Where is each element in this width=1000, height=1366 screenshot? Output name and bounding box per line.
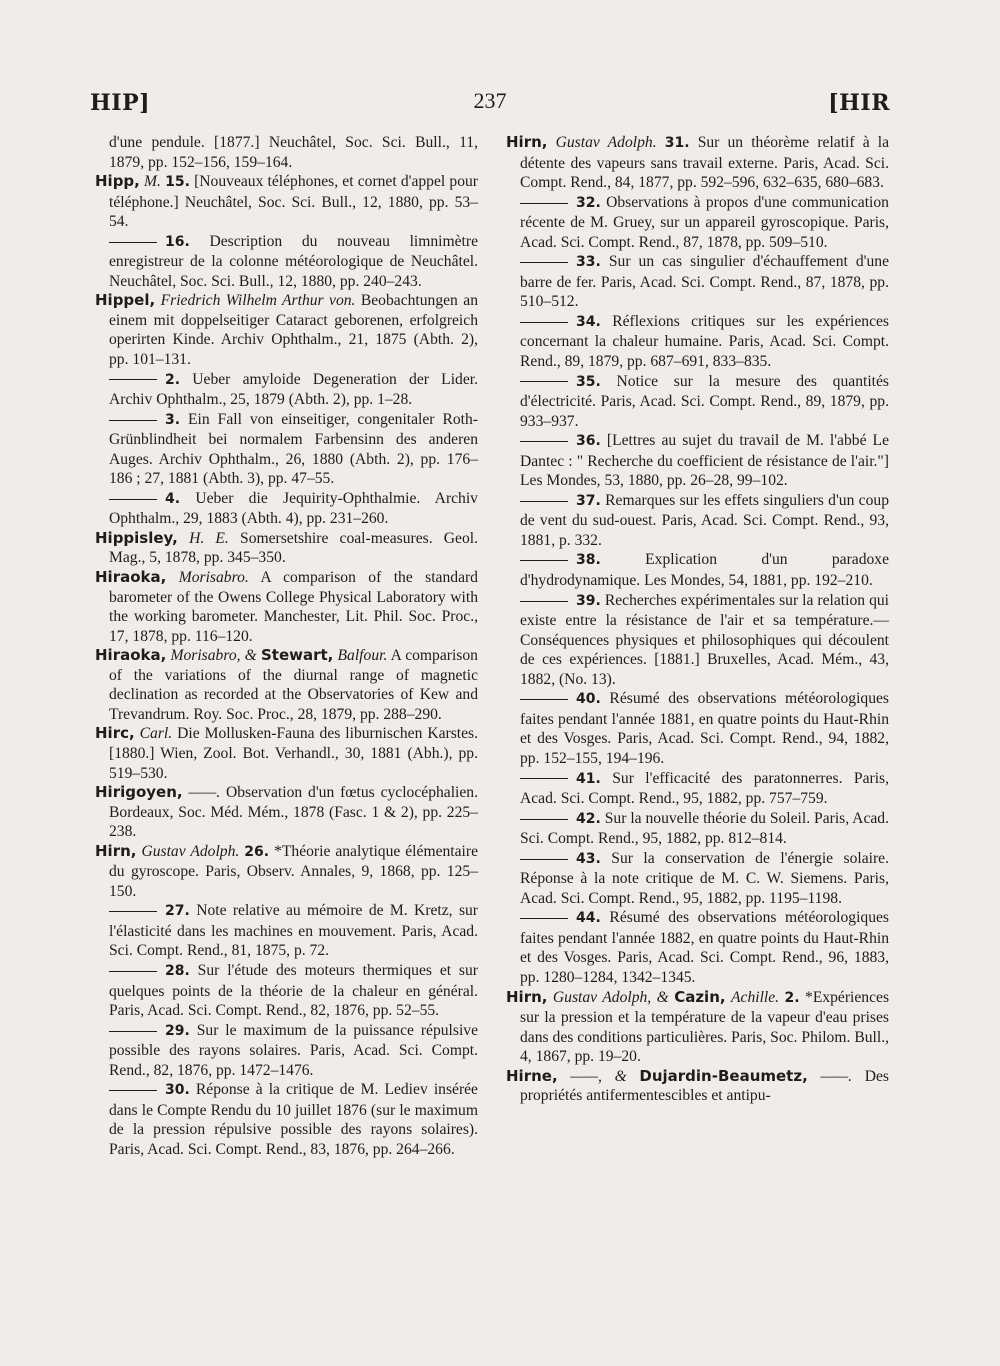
bibliography-subentry [95, 489, 478, 529]
bibliography-subentry [506, 689, 889, 768]
entry-number: 33. [576, 254, 601, 271]
author-given-name: Friedrich Wilhelm Arthur von. [160, 292, 356, 310]
bibliography-subentry [506, 193, 889, 253]
ditto-dash [109, 499, 157, 500]
bibliography-subentry [506, 372, 889, 432]
entry-number: 32. [576, 194, 601, 211]
author-given-name: H. E. [189, 529, 229, 547]
entry-text: Recherches expérimentales sur la relation qui existe entre la résistance de l'air et sa température.—Conséquences physiques et philosophiques qui découlent de ces expériences. [1881.] Bruxelles, Acad. Mém., 43, 1882, (No. 13). [520, 591, 889, 688]
page-number: 237 [473, 88, 507, 113]
coauthor-given-name: Balfour. [337, 647, 388, 665]
bibliography-subentry [506, 849, 889, 909]
author-surname: Hipp, [95, 172, 140, 191]
entry-text: *Expériences sur la pression et la température de la vapeur d'eau prises dans des conditions particulières. Paris, Soc. Philom. Bull., 4, 1867, pp. 19–20. [520, 988, 890, 1066]
ditto-dash [109, 1090, 157, 1091]
bibliography-subentry [506, 431, 889, 491]
bibliography-entry [95, 568, 478, 646]
ditto-dash [520, 699, 568, 700]
author-given-name: Morisabro. [178, 569, 249, 587]
entry-text: Somersetshire coal-measures. Geol. Mag., 5, 1878, pp. 345–350. [109, 529, 479, 567]
entry-number: 28. [165, 962, 190, 979]
ditto-dash [520, 560, 568, 561]
ditto-dash [520, 819, 568, 820]
entry-text: Résumé des observations météorologiques faites pendant l'année 1881, en quatre points du Haut-Rhin et des Vosges. Paris, Acad. Sci. Compt. Rend., 94, 1882, pp. 152–155, 194–196. [520, 690, 889, 767]
running-header [90, 90, 890, 126]
bibliography-continuation [95, 133, 478, 172]
bibliography-subentry [95, 410, 478, 489]
author-surname: Hiraoka, [95, 646, 167, 665]
bibliography-entry [95, 646, 478, 724]
entry-text: Note relative au mémoire de M. Kretz, sur l'élasticité dans les machines en mouvement. Paris, Acad. Sci. Compt. Rend., 81, 1875, p. 72. [109, 902, 479, 960]
entry-text: Sur un cas singulier d'échauffement d'une barre de fer. Paris, Acad. Sci. Compt. Rend., 87, 1878, pp. 510–512. [520, 253, 889, 311]
coauthor-given-name: ——. [820, 1067, 853, 1085]
entry-number: 31. [664, 135, 690, 151]
bibliography-subentry [95, 1080, 478, 1159]
entry-number: 36. [576, 433, 601, 450]
entry-number: 4. [165, 490, 181, 507]
bibliography-entry [506, 1067, 889, 1106]
entry-text: Sur le maximum de la puissance répulsive possible des rayons solaires. Paris, Acad. Sci. Compt. Rend., 82, 1876, pp. 1472–1476. [109, 1021, 479, 1079]
entry-text: Beobachtungen an einem mit doppelseitiger Cataract geborenen, erfolgreich operirten Kinde. Archiv Ophthalm., 21, 1875 (Abth. 2), pp. 101–131. [109, 292, 478, 369]
bibliography-subentry [95, 1021, 478, 1081]
entry-text: Description du nouveau limnimètre enregistreur de la colonne météorologique de Neuchâtel. Neuchâtel, Soc. Sci. Bull., 12, 1880, pp. 240–243. [109, 232, 478, 290]
entry-text: Observations à propos d'une communication récente de M. Gruey, sur un appareil gyroscopique. Paris, Acad. Sci. Compt. Rend., 87, 1878, pp. 509–510. [520, 193, 889, 251]
coauthor-given-name: Achille. [731, 988, 780, 1006]
entry-number: 39. [576, 592, 601, 609]
ditto-dash [520, 778, 568, 779]
author-surname: Hirigoyen, [95, 783, 183, 802]
bibliography-subentry [506, 769, 889, 809]
author-given-name: Gustav Adolph. [555, 134, 657, 151]
bibliography-entry [506, 988, 889, 1067]
header-left-guide: HIP] [90, 90, 151, 116]
entry-number: 3. [165, 411, 181, 428]
entry-text: *Théorie analytique élémentaire du gyroscope. Paris, Observ. Annales, 9, 1868, pp. 125–150. [109, 842, 478, 900]
entry-text: Des propriétés antifermentescibles et antipu- [520, 1067, 889, 1105]
ditto-dash [520, 203, 568, 204]
ditto-dash [109, 911, 157, 912]
bibliography-subentry [506, 809, 889, 849]
entry-text: Résumé des observations météorologiques faites pendant l'année 1882, en quatre points du Haut-Rhin et des Vosges. Paris, Acad. Sci. Compt. Rend., 96, 1883, pp. 1280–1284, 1342–1345. [520, 909, 889, 986]
bibliography-subentry [506, 252, 889, 312]
author-given-name: M. [144, 173, 161, 191]
author-surname: Hirn, [506, 133, 548, 151]
ditto-dash [109, 379, 157, 380]
bibliography-entry [95, 291, 478, 369]
entry-text: Ueber die Jequirity-Ophthalmie. Archiv Ophthalm., 29, 1883 (Abth. 4), pp. 231–260. [109, 489, 478, 528]
entry-text: Ueber amyloide Degeneration der Lider. Archiv Ophthalm., 25, 1879 (Abth. 2), pp. 1–28. [109, 370, 478, 409]
right-column [506, 133, 889, 1106]
entry-text: [Nouveaux téléphones, et cornet d'appel pour téléphone.] Neuchâtel, Soc. Sci. Bull., 12, 1880, pp. 53–54. [109, 173, 478, 231]
author-given-name: Gustav Adolph. [141, 842, 240, 860]
author-given-name: ——, & [570, 1067, 627, 1085]
entry-text: Réflexions critiques sur les expériences concernant la chaleur humaine. Paris, Acad. Sci. Compt. Rend., 89, 1879, pp. 687–691, 833–835. [520, 312, 889, 371]
entry-text: Sur l'étude des moteurs thermiques et sur quelques points de la théorie de la chaleur en général. Paris, Acad. Sci. Compt. Rend., 82, 1876, pp. 52–55. [109, 961, 478, 1020]
entry-text: A comparison of the standard barometer of the Owens College Physical Laboratory with the working barometer. Manchester, Lit. Phil. Soc. Proc., 17, 1878, pp. 116–120. [109, 569, 478, 645]
bibliography-entry [95, 783, 478, 842]
author-surname: Hippisley, [95, 528, 178, 547]
entry-text: [Lettres au sujet du travail de M. l'abbé Le Dantec : " Recherche du coefficient de résistance de l'air."] Les Mondes, 53, 1880, pp. 26–28, 99–102. [520, 432, 889, 490]
coauthor-surname: Cazin, [674, 987, 726, 1006]
bibliography-entry [95, 724, 478, 783]
header-right-guide: [HIR [828, 90, 890, 116]
author-surname: Hirc, [95, 724, 135, 743]
bibliography-entry [95, 172, 478, 232]
entry-number: 43. [576, 850, 601, 867]
author-surname: Hiraoka, [95, 568, 167, 587]
ditto-dash [520, 501, 568, 502]
entry-number: 35. [576, 373, 601, 390]
bibliography-entry [95, 529, 478, 568]
entry-text: Ein Fall von einseitiger, congenitaler Roth-Grünblindheit bei normalem Farbensinn des anderen Auges. Archiv Ophthalm., 26, 1880 (Abth. 2), pp. 176–186 ; 27, 1881 (Abth. 3), pp. 47–55. [109, 410, 478, 488]
entry-text: Notice sur la mesure des quantités d'électricité. Paris, Acad. Sci. Compt. Rend., 89, 1879, pp. 933–937. [520, 372, 889, 430]
ditto-dash [109, 1031, 157, 1032]
entry-text: Sur un théorème relatif à la détente des vapeurs sans travail externe. Paris, Acad. Sci. Compt. Rend., 84, 1877, pp. 592–596, 632–635, 680–683. [520, 134, 889, 192]
entry-number: 37. [576, 492, 601, 509]
entry-number: 26. [244, 843, 270, 860]
bibliography-subentry [506, 908, 889, 987]
author-given-name: Gustav Adolph, & [552, 988, 669, 1006]
entry-number: 15. [165, 174, 190, 191]
ditto-dash [520, 918, 568, 919]
bibliography-subentry [506, 550, 889, 590]
entry-number: 16. [165, 233, 190, 250]
bibliography-subentry [95, 901, 478, 961]
bibliography-subentry [95, 232, 478, 292]
bibliography-entry [95, 842, 478, 902]
bibliography-entry [506, 133, 889, 193]
bibliography-subentry [506, 591, 889, 690]
entry-text: d'une pendule. [1877.] Neuchâtel, Soc. Sci. Bull., 11, 1879, pp. 152–156, 159–164. [109, 134, 478, 171]
author-surname: Hirne, [506, 1066, 558, 1085]
author-given-name: Morisabro, & [170, 647, 257, 665]
ditto-dash [520, 601, 568, 602]
entry-number: 29. [165, 1022, 190, 1039]
bibliography-subentry [506, 491, 889, 551]
author-given-name: Carl. [139, 725, 173, 743]
entry-number: 34. [576, 313, 601, 330]
entry-number: 2. [784, 989, 800, 1006]
entry-text: Explication d'un paradoxe d'hydrodynamique. Les Mondes, 54, 1881, pp. 192–210. [520, 551, 890, 590]
entry-number: 41. [576, 770, 601, 787]
coauthor-surname: Dujardin-Beaumetz, [639, 1066, 808, 1085]
left-column [95, 133, 478, 1159]
entry-text: Remarques sur les effets singuliers d'un coup de vent du sud-ouest. Paris, Acad. Sci. Compt. Rend., 93, 1881, p. 332. [520, 491, 889, 549]
entry-number: 40. [576, 691, 601, 708]
ditto-dash [520, 441, 568, 442]
entry-number: 30. [165, 1082, 190, 1099]
entry-text: Réponse à la critique de M. Lediev insérée dans le Compte Rendu du 10 juillet 1876 (sur le maximum de la pression répulsive possible des rayons solaires). Paris, Acad. Sci. Compt. Rend., 83, 1876, pp. 264–266. [109, 1081, 478, 1158]
author-given-name: ——. [188, 784, 221, 802]
entry-text: Sur la nouvelle théorie du Soleil. Paris, Acad. Sci. Compt. Rend., 95, 1882, pp. 812–814. [520, 809, 889, 848]
author-surname: Hippel, [95, 291, 156, 310]
ditto-dash [520, 859, 568, 860]
entry-text: Sur la conservation de l'énergie solaire. Réponse à la note critique de M. C. W. Siemens. Paris, Acad. Sci. Compt. Rend., 95, 1882, pp. 1195–1198. [520, 849, 889, 907]
bibliography-subentry [506, 312, 889, 372]
ditto-dash [109, 420, 157, 421]
entry-number: 42. [576, 810, 601, 827]
entry-number: 38. [576, 552, 601, 569]
ditto-dash [520, 322, 568, 323]
entry-number: 44. [576, 910, 601, 927]
ditto-dash [520, 262, 568, 263]
author-surname: Hirn, [506, 987, 548, 1006]
ditto-dash [109, 971, 157, 972]
ditto-dash [520, 381, 568, 382]
entry-number: 27. [165, 903, 190, 920]
entry-number: 2. [165, 371, 181, 388]
author-surname: Hirn, [95, 841, 137, 860]
coauthor-surname: Stewart, [260, 646, 334, 665]
ditto-dash [109, 242, 157, 243]
entry-text: Die Mollusken-Fauna des liburnischen Karstes. [1880.] Wien, Zool. Bot. Verhandl., 30, 1881 (Abh.), pp. 519–530. [109, 725, 479, 782]
bibliography-subentry [95, 961, 478, 1021]
entry-text: A comparison of the variations of the diurnal range of magnetic declination as recorded at the Observatories of Kew and Trevandrum. Roy. Soc. Proc., 28, 1879, pp. 288–290. [109, 647, 478, 723]
entry-text: Sur l'efficacité des paratonnerres. Paris, Acad. Sci. Compt. Rend., 95, 1882, pp. 757–759. [520, 769, 890, 808]
entry-text: Observation d'un fœtus cyclocéphalien. Bordeaux, Soc. Méd. Mém., 1878 (Fasc. 1 & 2), pp. 225–238. [109, 784, 478, 841]
bibliography-subentry [95, 370, 478, 410]
